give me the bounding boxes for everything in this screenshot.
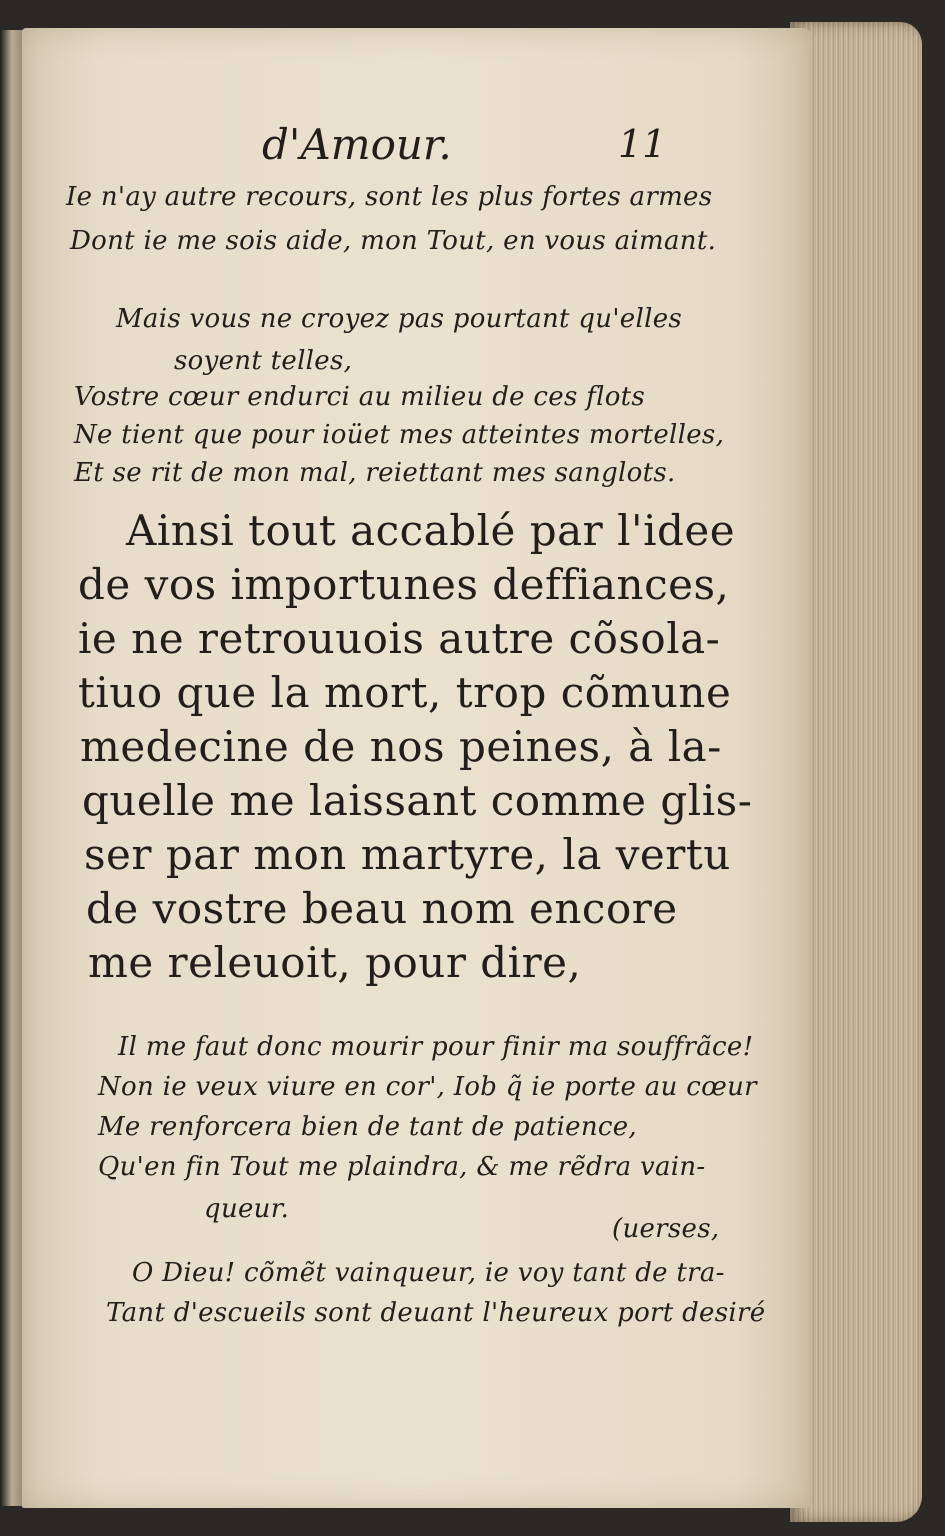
verse-line: soyent telles, [174,346,353,376]
prose-line: quelle me laissant comme glis- [82,776,753,825]
verse-line: Dont ie me sois aide, mon Tout, en vous aimant. [70,226,717,256]
verse-line: queur. [204,1194,290,1224]
verse-line: Qu'en fin Tout me plaindra, & me rẽdra vain- [98,1152,706,1182]
page-number: 11 [618,122,667,166]
prose-line: de vostre beau nom encore [86,884,678,933]
verse-line: O Dieu! cõmẽt vainqueur, ie voy tant de tra- [132,1258,725,1288]
verse-line: Non ie veux viure en cor', Iob q̃ ie porte au cœur [98,1072,757,1102]
prose-line: ie ne retrouuois autre cõsola- [78,614,721,663]
verse-line: Ie n'ay autre recours, sont les plus fortes armes [66,182,713,212]
verse-turnover: (uerses, [612,1214,720,1244]
verse-line: Tant d'escueils sont deuant l'heureux port desiré [106,1298,766,1328]
prose-line: tiuo que la mort, trop cõmune [78,668,732,717]
verse-line: Vostre cœur endurci au milieu de ces flots [74,382,646,412]
verse-line: Mais vous ne croyez pas pourtant qu'elles [116,304,683,334]
prose-line: me releuoit, pour dire, [88,938,582,987]
verse-line: Il me faut donc mourir pour finir ma souffrãce! [118,1032,754,1062]
verse-line: Me renforcera bien de tant de patience, [98,1112,637,1142]
prose-line: de vos importunes deffiances, [78,560,730,609]
prose-line: medecine de nos peines, à la- [80,722,722,771]
prose-line: Ainsi tout accablé par l'idee [126,506,736,555]
running-header: d'Amour. [262,120,452,169]
verse-line: Et se rit de mon mal, reiettant mes sanglots. [74,458,676,488]
prose-line: ser par mon martyre, la vertu [84,830,731,879]
verse-line: Ne tient que pour ioüet mes atteintes mortelles, [74,420,725,450]
